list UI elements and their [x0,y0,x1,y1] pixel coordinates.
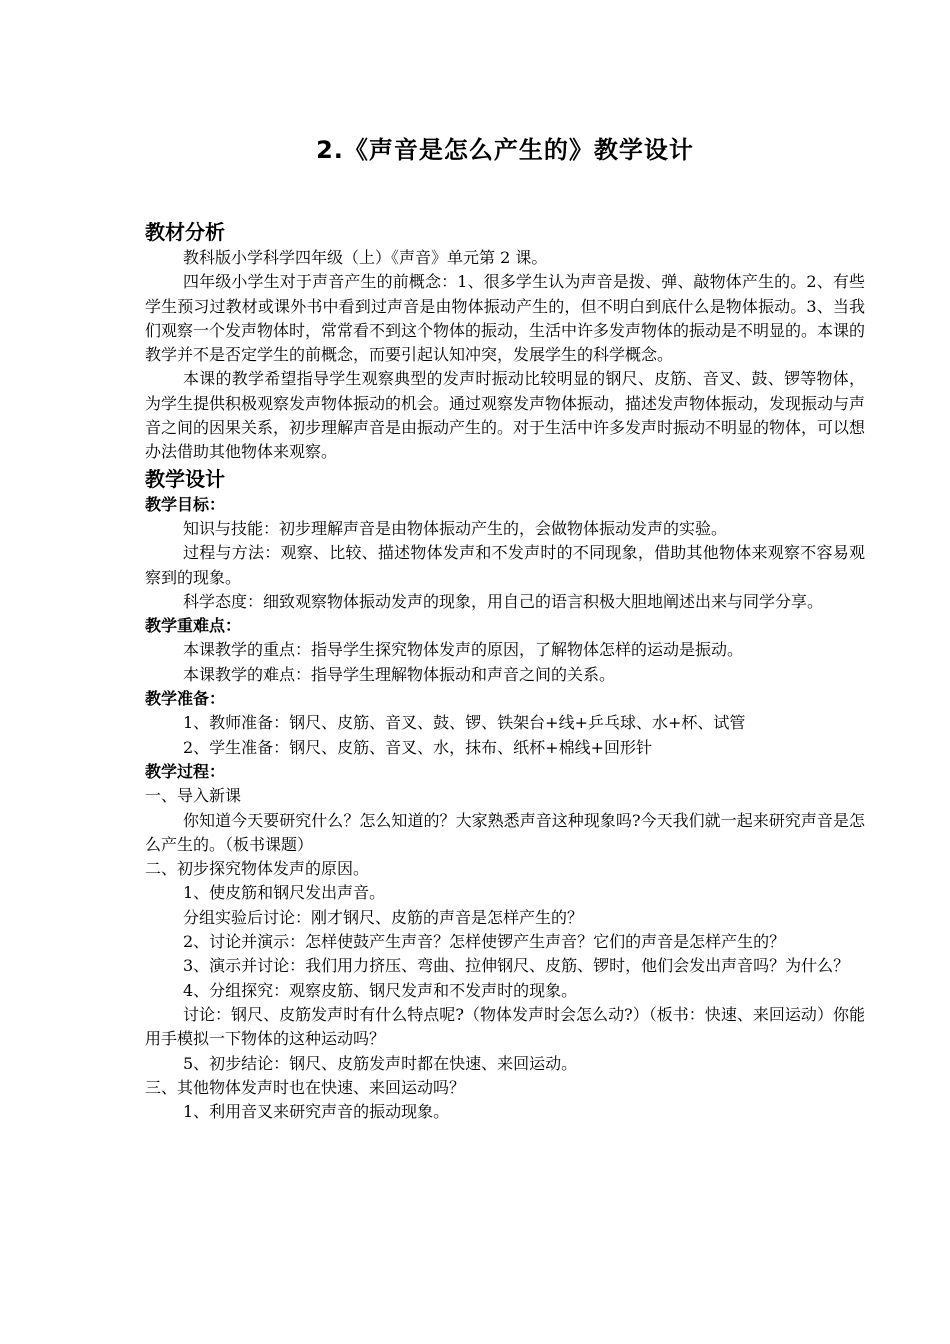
preparation-item: 1、教师准备：钢尺、皮筋、音叉、鼓、锣、铁架台+线+乒乓球、水+杯、试管 [183,713,746,733]
process-part-label: 三、其他物体发声时也在快速、来回运动吗？ [145,1077,466,1097]
subheading-goals: 教学目标： [145,494,226,514]
process-item: 1、利用音叉来研究声音的振动现象。 [183,1102,450,1122]
process-item: 1、使皮筋和钢尺发出声音。 [183,883,386,903]
section-heading-analysis: 教材分析 [145,220,225,244]
goal-item: 知识与技能：初步理解声音是由物体振动产生的，会做物体振动发声的实验。 [183,518,728,538]
subheading-preparation: 教学准备： [145,689,226,709]
section-heading-design: 教学设计 [145,466,225,491]
document-title: 2.《声音是怎么产生的》教学设计 [316,136,694,164]
keypoint-item: 本课教学的难点：指导学生理解物体振动和声音之间的关系。 [183,664,616,684]
subheading-process: 教学过程： [145,761,226,781]
process-item: 4、分组探究：观察皮筋、钢尺发声和不发声时的现象。 [183,980,578,1000]
process-item: 讨论：钢尺、皮筋发声时有什么特点呢?（物体发声时会怎么动?）（板书：快速、来回运动）你能用手模拟一下物体的这种运动吗？ [145,1004,865,1049]
subheading-keypoints: 教学重难点： [145,616,242,636]
process-part-label: 一、导入新课 [145,786,242,806]
goal-item: 科学态度：细致观察物体振动发声的现象，用自己的语言积极大胆地阐述出来与同学分享。 [183,591,824,611]
document-body [145,218,865,1124]
paragraph: 教科版小学科学四年级（上）《声音》单元第 2 课。 [183,248,548,267]
process-item: 你知道今天要研究什么？怎么知道的？大家熟悉声音这种现象吗?今天我们就一起来研究声音是怎么产生的。（板书课题） [145,810,865,854]
process-item: 2、讨论并演示：怎样使鼓产生声音？怎样使锣产生声音？它们的声音是怎样产生的？ [183,932,786,952]
preparation-item: 2、学生准备：钢尺、皮筋、音叉、水，抹布、纸杯+棉线+回形针 [183,737,652,757]
keypoint-item: 本课教学的重点：指导学生探究物体发声的原因，了解物体怎样的运动是振动。 [183,640,744,660]
process-item: 3、演示并讨论：我们用力挤压、弯曲、拉伸钢尺、皮筋、锣时，他们会发出声音吗？为什么？ [183,956,850,976]
process-part-label: 二、初步探究物体发声的原因。 [145,859,370,879]
paragraph: 本课的教学希望指导学生观察典型的发声时振动比较明显的钢尺、皮筋、音叉、鼓、锣等物体，为学生提供积极观察发声物体振动的机会。通过观察发声物体振动，描述发声物体振动，发现振动与声音之间的因果关系，初步理解声音是由振动产生的。对于生活中许多发声时振动不明显的物体，可以想办法借助其他物体来观察。 [145,369,866,462]
paragraph: 四年级小学生对于声音产生的前概念：1、很多学生认为声音是拨、弹、敲物体产生的。2、有些学生预习过教材或课外书中看到过声音是由物体振动产生的，但不明白到底什么是物体振动。3、当我们观察一个发声物体时，常常看不到这个物体的振动，生活中许多发声物体的振动是不明显的。本课的教学并不是否定学生的前概念，而要引起认知冲突，发展学生的科学概念。 [145,272,866,365]
process-item: 5、初步结论：钢尺、皮筋发声时都在快速、来回运动。 [183,1053,578,1073]
process-item: 分组实验后讨论：刚才钢尺、皮筋的声音是怎样产生的？ [183,907,584,927]
goal-item: 过程与方法：观察、比较、描述物体发声和不发声时的不同现象，借助其他物体来观察不容易观察到的现象。 [145,543,865,587]
